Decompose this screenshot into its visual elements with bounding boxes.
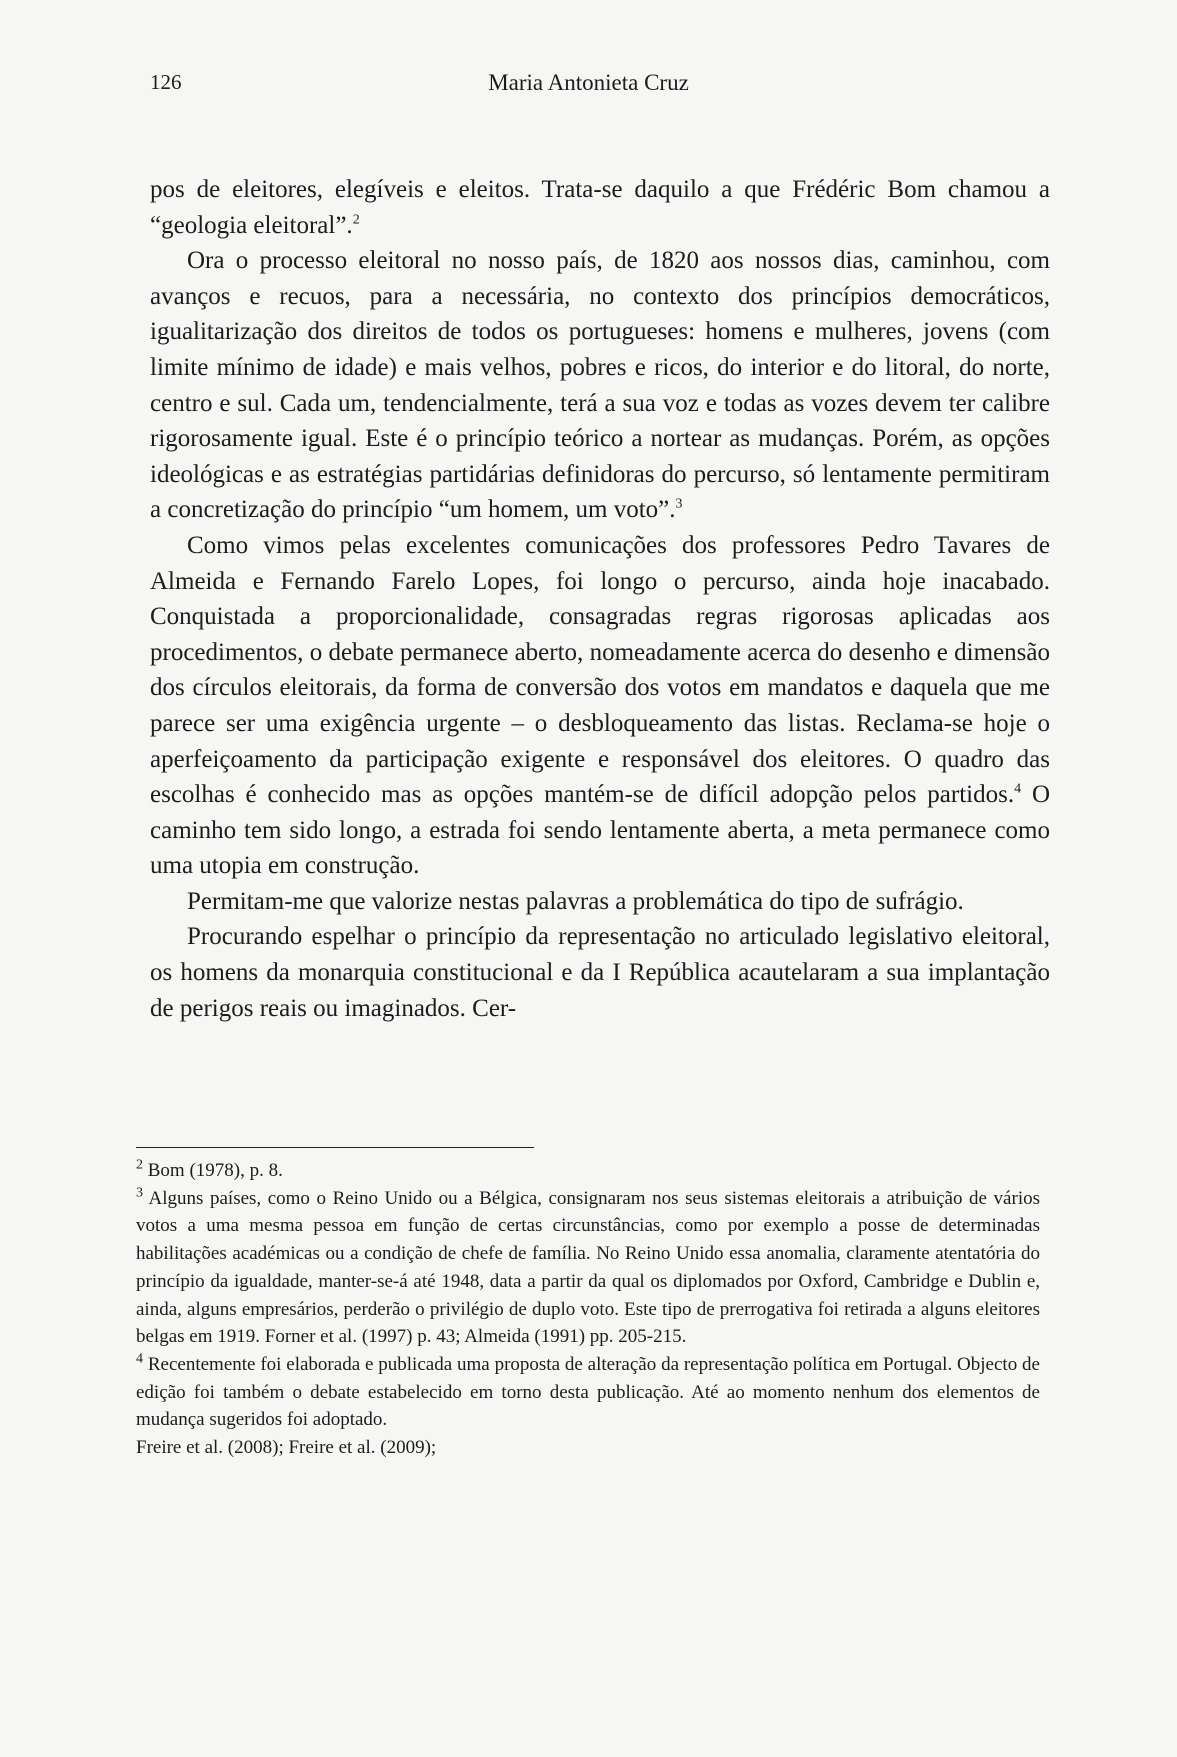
footnotes — [136, 1157, 1040, 1462]
footnote-4-continuation — [136, 1434, 1040, 1462]
footnote-separator — [136, 1147, 534, 1148]
footnote-3 — [136, 1185, 1040, 1351]
paragraph-1 — [150, 172, 1050, 243]
footnote-ref-4: 4 — [1014, 781, 1022, 797]
paragraph-2 — [150, 243, 1050, 528]
paragraph-4 — [150, 884, 1050, 920]
running-head-author: Maria Antonieta Cruz — [488, 70, 689, 95]
paragraph-3-text-a: Como vimos pelas excelentes comunicações dos professores Pedro Tavares de Almeida e Fernando Farelo Lopes, foi longo o percurso, ainda hoje inacabado. Conquistada a proporcionalidade, consagradas regras rigorosas aplicadas aos procedimentos, o debate permanece aberto, nomeadamente acerca do desenho e dimensão dos círculos eleitorais, da forma de conversão dos votos em mandatos e daquela que me parece ser uma exigência urgente – o desbloqueamento das listas. Reclama-se hoje o aperfeiçoamento da participação exigente e responsável dos eleitores. O quadro das escolhas é conhecido mas as opções mantém-se de difícil adopção pelos partidos. — [150, 531, 1050, 809]
footnote-4-text: Recentemente foi elaborada e publicada uma proposta de alteração da representação política em Portugal. Objecto de edição foi também o debate estabelecido em torno desta publicação. Até ao momento nenhum dos elementos de mudança sugeridos foi adoptado. — [136, 1353, 1040, 1431]
footnote-2 — [136, 1157, 1040, 1185]
paragraph-4-text: Permitam-me que valorize nestas palavras a problemática do tipo de sufrágio. — [187, 887, 964, 915]
running-head — [0, 70, 1177, 104]
footnote-4-continuation-text: Freire et al. (2008); Freire et al. (2009); — [136, 1437, 437, 1459]
footnote-3-text: Alguns países, como o Reino Unido ou a Bélgica, consignaram nos seus sistemas eleitorais a atribuição de vários votos a uma mesma pessoa em função de certas circunstâncias, como por exemplo a posse de determinadas habilitações académicas ou a condição de chefe de família. No Reino Unido essa anomalia, claramente atentatória do princípio da igualdade, manter-se-á até 1948, data a partir da qual os diplomados por Oxford, Cambridge e Dublin e, ainda, alguns empresários, perderão o privilégio de duplo voto. Este tipo de prerrogativa foi retirada a alguns eleitores belgas em 1919. Forner et al. (1997) p. 43; Almeida (1991) pp. 205-215. — [136, 1187, 1040, 1348]
footnote-4-marker: 4 — [136, 1351, 143, 1367]
page-number: 126 — [150, 70, 182, 94]
body-text — [150, 172, 1050, 1026]
footnote-ref-3: 3 — [675, 497, 683, 513]
paragraph-5-text: Procurando espelhar o princípio da representação no articulado legislativo eleitoral, os homens da monarquia constitucional e da I República acautelaram a sua implantação de perigos reais ou imaginados. Cer- — [150, 923, 1050, 1022]
footnote-ref-2: 2 — [352, 212, 360, 228]
paragraph-2-text: Ora o processo eleitoral no nosso país, de 1820 aos nossos dias, caminhou, com avanços e recuos, para a necessária, no contexto dos princípios democráticos, igualitarização dos direitos de todos os portugueses: homens e mulheres, jovens (com limite mínimo de idade) e mais velhos, pobres e ricos, do interior e do litoral, do norte, centro e sul. Cada um, tendencialmente, terá a sua voz e todas as vozes devem ter calibre rigorosamente igual. Este é o princípio teórico a nortear as mudanças. Porém, as opções ideológicas e as estratégias partidárias definidoras do percurso, só lentamente permitiram a concretização do princípio “um homem, um voto”. — [150, 247, 1050, 524]
footnote-3-marker: 3 — [136, 1185, 143, 1201]
paragraph-5 — [150, 919, 1050, 1026]
paragraph-3-text-b: O caminho tem sido longo, a estrada foi sendo lentamente aberta, a meta permanece como uma utopia em construção. — [150, 781, 1051, 880]
footnote-2-text: Bom (1978), p. 8. — [143, 1160, 283, 1181]
footnote-4 — [136, 1351, 1040, 1434]
paragraph-3 — [150, 528, 1050, 884]
footnote-2-marker: 2 — [136, 1157, 143, 1173]
paragraph-1-text: pos de eleitores, elegíveis e eleitos. Trata-se daquilo a que Frédéric Bom chamou a “geologia eleitoral”. — [150, 176, 1050, 239]
